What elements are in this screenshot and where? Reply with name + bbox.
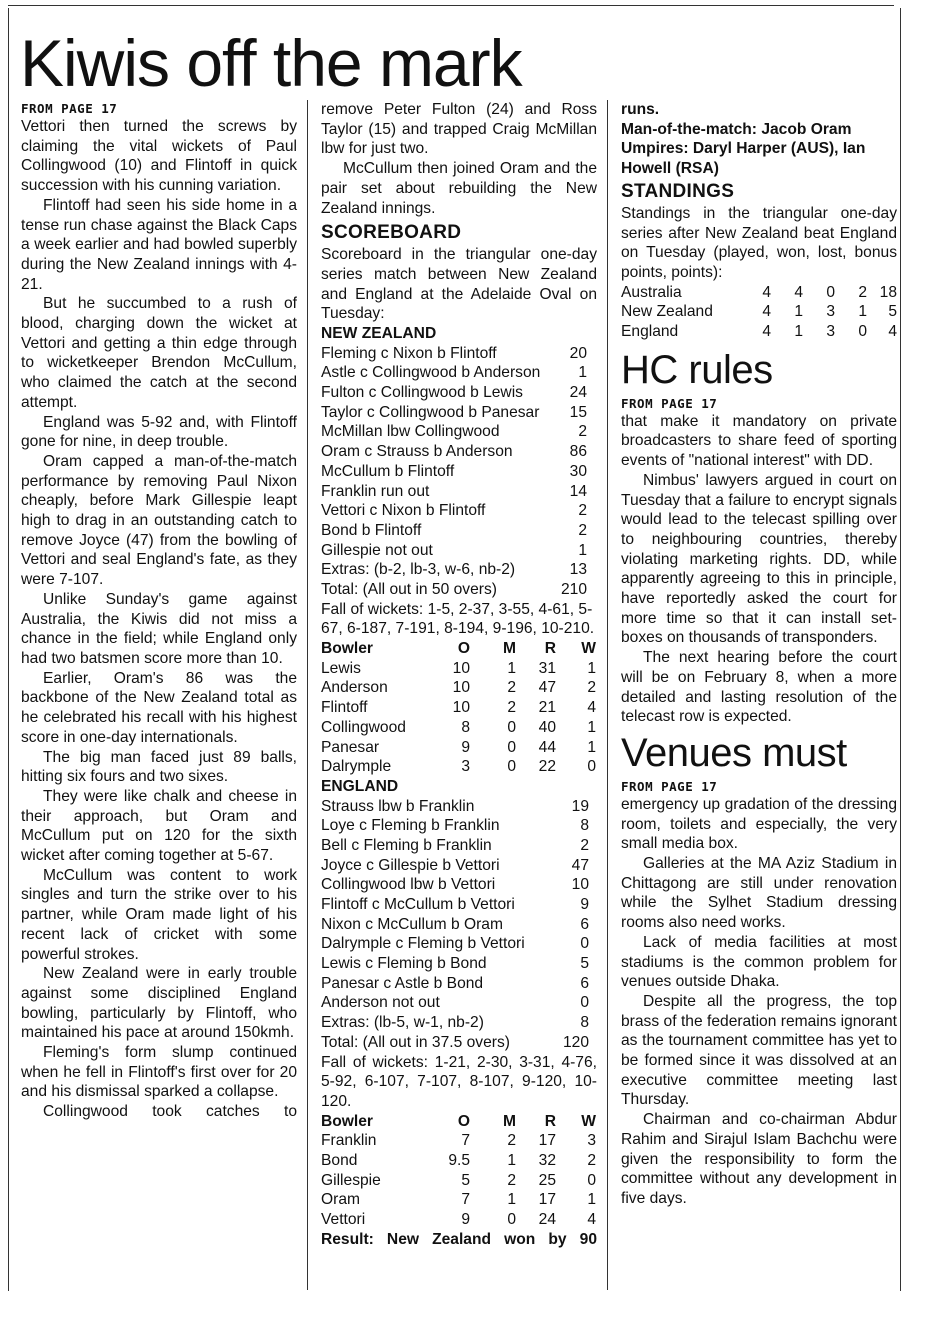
column-rule — [307, 100, 308, 1290]
bowling-row — [321, 1151, 597, 1171]
standings-table — [621, 283, 897, 342]
bowling-header — [321, 1112, 597, 1132]
batsman: Gillespie not out — [321, 541, 433, 559]
headline-venues-must: Venues must — [621, 730, 847, 775]
overs-label: O — [457, 1112, 470, 1130]
batting-row — [321, 954, 597, 974]
paragraph: emergency up gradation of the dressing room, toilets and especially, the very small media box. — [621, 795, 897, 853]
standings-intro: Standings in the triangular one-day series after New Zealand beat England on Tuesday (played, won, lost, bonus points, points): — [621, 204, 897, 281]
batsman: Anderson not out — [321, 994, 440, 1012]
batting-row — [321, 856, 597, 876]
paragraph: They were like chalk and cheese in their approach, but Oram and McCullum put on 120 for the sixth wicket after coming together at 5-67. — [21, 787, 297, 865]
batting-row — [321, 383, 597, 403]
result-line: Result: New Zealand won by 90 — [321, 1230, 597, 1248]
batting-row — [321, 934, 597, 954]
batting-row — [321, 422, 597, 442]
maidens-label: M — [503, 1112, 516, 1130]
bowling-row — [321, 659, 597, 679]
bowling-r: 32 — [538, 1152, 556, 1170]
batting-row — [321, 580, 597, 600]
batsman: Panesar c Astle b Bond — [321, 974, 484, 992]
runs: 1 — [578, 541, 587, 559]
bowler: Franklin — [321, 1132, 377, 1150]
wickets-label: W — [581, 1112, 596, 1130]
bowler: Vettori — [321, 1211, 366, 1229]
bowling-m: 0 — [507, 1211, 516, 1229]
batsman: Strauss lbw b Franklin — [321, 797, 475, 815]
batsman: Dalrymple c Fleming b Vettori — [321, 935, 525, 953]
runs: 1 — [578, 364, 587, 382]
bowling-row — [321, 678, 597, 698]
batting-row — [321, 1013, 597, 1033]
bowling-row — [321, 738, 597, 758]
bowling-o: 10 — [452, 699, 470, 717]
runs-label: R — [544, 1112, 556, 1130]
bowling-w: 0 — [587, 758, 596, 776]
batting-row — [321, 895, 597, 915]
paragraph: Galleries at the MA Aziz Stadium in Chittagong are still under renovation while the Sylhet Stadium dressing rooms also need works. — [621, 855, 897, 932]
man-of-the-match: Man-of-the-match: Jacob Oram — [621, 120, 852, 138]
runs: 5 — [580, 955, 589, 973]
headline-kiwis: Kiwis off the mark — [20, 26, 522, 100]
bowling-r: 24 — [538, 1211, 556, 1229]
maidens-label: M — [503, 640, 516, 658]
scoreboard-intro: Scoreboard in the triangular one-day series match between New Zealand and England at the Adelaide Oval on Tuesday: — [321, 246, 597, 323]
bowling-row — [321, 1210, 597, 1230]
bowling-o: 10 — [452, 659, 470, 677]
paragraph: Despite all the progress, the top brass of the federation remains ignorant as the tournament committee has yet to be formed since it was dissolved at an executive committee meeting last Thursday. — [621, 992, 897, 1109]
eng-bowling-card — [321, 659, 597, 777]
bowling-r: 25 — [538, 1171, 556, 1189]
runs: 14 — [569, 482, 587, 500]
bowling-m: 1 — [507, 1152, 516, 1170]
from-page-label: FROM PAGE 17 — [621, 778, 718, 794]
batsman: Fleming c Nixon b Flintoff — [321, 344, 497, 362]
batsman: Loye c Fleming b Franklin — [321, 817, 500, 835]
runs: 13 — [569, 561, 587, 579]
nz-heading: NEW ZEALAND — [321, 325, 437, 343]
batting-row — [321, 797, 597, 817]
runs: 0 — [580, 935, 589, 953]
eng-heading: ENGLAND — [321, 777, 399, 795]
bowling-m: 2 — [507, 1171, 516, 1189]
batting-row — [321, 541, 597, 561]
standings-w: 1 — [794, 303, 803, 321]
bowling-r: 31 — [538, 659, 556, 677]
paragraph: Vettori then turned the screws by claiming the vital wickets of Paul Collingwood (10) and Flintoff in quick succession with his cunning variation. — [21, 118, 297, 195]
paragraph: Fleming's form slump continued when he fell in Flintoff's first over for 20 and his dismissal sparked a collapse. — [21, 1044, 297, 1101]
overs-label: O — [457, 640, 470, 658]
batsman: Taylor c Collingwood b Panesar — [321, 403, 540, 421]
scoreboard-column — [321, 100, 597, 1249]
batting-row — [321, 482, 597, 502]
runs: 8 — [580, 1014, 589, 1032]
bowling-w: 1 — [587, 659, 596, 677]
bowling-w: 2 — [587, 679, 596, 697]
batsman: McCullum b Flintoff — [321, 462, 455, 480]
bowling-r: 22 — [538, 758, 556, 776]
bowling-w: 1 — [587, 718, 596, 736]
result-line-end: runs. — [621, 101, 660, 118]
paragraph: Chairman and co-chairman Abdur Rahim and Sirajul Islam Bachchu were given the responsibility to form the committee without any development in five days. — [621, 1111, 897, 1207]
batting-row — [321, 974, 597, 994]
runs-label: R — [544, 640, 556, 658]
paragraph: Unlike Sunday's game against Australia, the Kiwis did not miss a chance in the field; while England only had two batsmen score more than 10. — [21, 590, 297, 667]
standings-l: 3 — [826, 323, 835, 340]
bowling-w: 3 — [587, 1132, 596, 1150]
paragraph: Lack of media facilities at most stadiums is the common problem for venues outside Dhaka. — [621, 933, 897, 991]
batting-row — [321, 462, 597, 482]
runs: 120 — [562, 1033, 589, 1051]
batsman: Lewis c Fleming b Bond — [321, 955, 487, 973]
bowling-row — [321, 1190, 597, 1210]
bowling-row — [321, 1171, 597, 1191]
batting-row — [321, 501, 597, 521]
bowling-r: 40 — [538, 718, 556, 736]
batting-row — [321, 442, 597, 462]
bowling-w: 1 — [587, 1191, 596, 1209]
column-rule — [900, 8, 901, 1291]
scoreboard-heading: SCOREBOARD — [321, 222, 462, 244]
paragraph: remove Peter Fulton (24) and Ross Taylor (15) and trapped Craig McMillan lbw for just two. — [321, 101, 597, 158]
batting-row — [321, 836, 597, 856]
batsman: Oram c Strauss b Anderson — [321, 443, 513, 461]
bowling-row — [321, 718, 597, 738]
bowling-row — [321, 1131, 597, 1151]
bowling-w: 2 — [587, 1152, 596, 1170]
batsman: Extras: (lb-5, w-1, nb-2) — [321, 1014, 484, 1032]
batsman: Vettori c Nixon b Flintoff — [321, 502, 486, 520]
standings-row — [621, 322, 897, 342]
standings-row — [621, 283, 897, 303]
team-name: England — [621, 323, 679, 340]
bowler-label: Bowler — [321, 1112, 373, 1130]
standings-l: 3 — [826, 303, 835, 321]
bowling-r: 44 — [538, 738, 556, 756]
batting-row — [321, 915, 597, 935]
runs: 8 — [580, 817, 589, 835]
batsman: Extras: (b-2, lb-3, w-6, nb-2) — [321, 561, 516, 579]
runs: 24 — [569, 384, 587, 402]
bowler: Flintoff — [321, 699, 368, 717]
standings-p: 4 — [762, 303, 771, 321]
runs: 10 — [571, 876, 589, 894]
paragraph: The next hearing before the court will be on February 8, when a more detailed and lasting resolution of the telecast row is expected. — [621, 649, 897, 726]
standings-b: 1 — [858, 303, 867, 321]
batting-row — [321, 363, 597, 383]
runs: 86 — [569, 443, 587, 461]
bowler: Oram — [321, 1191, 360, 1209]
batsman: Franklin run out — [321, 482, 430, 500]
runs: 6 — [580, 974, 589, 992]
bowler: Collingwood — [321, 718, 406, 736]
bowling-header — [321, 639, 597, 659]
batsman: Bell c Fleming b Franklin — [321, 836, 492, 854]
batsman: Astle c Collingwood b Anderson — [321, 364, 541, 382]
batsman: McMillan lbw Collingwood — [321, 423, 500, 441]
paragraph: Nimbus' lawyers argued in court on Tuesday that a failure to encrypt signals would lead to the telecast spilling over to neighbouring countries, thereby violating marketing rights. DD, while apparently agreeing to this in principle, have reportedly asked the court for more time so that it can install set-boxes on thousands of transponders. — [621, 471, 897, 647]
bowling-row — [321, 757, 597, 777]
standings-b: 2 — [858, 283, 867, 301]
paragraph: McCullum was content to work singles and turn the strike over to his partner, while Oram made light of his recent lack of cricket with some powerful strokes. — [21, 866, 297, 963]
from-page-label: FROM PAGE 17 — [621, 395, 718, 411]
runs: 15 — [569, 403, 587, 421]
bowling-o: 9.5 — [448, 1152, 470, 1170]
eng-fall-of-wickets: Fall of wickets: 1-21, 2-30, 3-31, 4-76, 5-92, 6-107, 7-107, 8-107, 9-120, 10-120. — [321, 1053, 597, 1110]
bowling-o: 8 — [461, 718, 470, 736]
standings-pts: 5 — [888, 303, 897, 321]
from-page-label: FROM PAGE 17 — [21, 101, 118, 116]
bowling-m: 1 — [507, 659, 516, 677]
standings-p: 4 — [762, 283, 771, 301]
paragraph: Earlier, Oram's 86 was the backbone of the New Zealand total as he celebrated his recall with his highest score in one-day internationals. — [21, 669, 297, 746]
standings-w: 1 — [794, 323, 803, 340]
top-rule — [8, 5, 894, 6]
runs: 0 — [580, 994, 589, 1012]
bowling-m: 0 — [507, 718, 516, 736]
paragraph: New Zealand were in early trouble against some disciplined England bowling, particularly by Flintoff, who maintained his pace at around 150kmh. — [21, 965, 297, 1042]
bowling-r: 17 — [538, 1132, 556, 1150]
bowling-row — [321, 698, 597, 718]
standings-pts: 18 — [879, 283, 897, 301]
bowler: Bond — [321, 1152, 358, 1170]
bowler: Panesar — [321, 738, 380, 756]
nz-batting-card — [321, 344, 597, 600]
team-name: Australia — [621, 283, 682, 301]
bowling-w: 0 — [587, 1171, 596, 1189]
bowling-w: 4 — [587, 1211, 596, 1229]
standings-heading: STANDINGS — [621, 180, 735, 202]
batting-row — [321, 560, 597, 580]
runs: 6 — [580, 915, 589, 933]
batsman: Joyce c Gillespie b Vettori — [321, 856, 500, 874]
standings-p: 4 — [762, 323, 771, 340]
bowling-w: 1 — [587, 738, 596, 756]
bowling-o: 9 — [461, 1211, 470, 1229]
batting-row — [321, 344, 597, 364]
batsman: Total: (All out in 37.5 overs) — [321, 1033, 510, 1051]
bowling-o: 3 — [461, 758, 470, 776]
nz-fall-of-wickets: Fall of wickets: 1-5, 2-37, 3-55, 4-61, 5-67, 6-187, 7-191, 8-194, 9-196, 10-210. — [321, 600, 595, 638]
batting-row — [321, 521, 597, 541]
headline-hc-rules: HC rules — [621, 347, 773, 392]
runs: 19 — [571, 797, 589, 815]
runs: 2 — [580, 836, 589, 854]
paragraph: But he succumbed to a rush of blood, charging down the wicket at Vettori and getting a thin edge through to wicketkeeper Brendon McCullum, who claimed the catch at the second attempt. — [21, 295, 297, 411]
bowler: Anderson — [321, 679, 388, 697]
batting-row — [321, 993, 597, 1013]
eng-batting-card — [321, 797, 597, 1053]
batsman: Fulton c Collingwood b Lewis — [321, 384, 523, 402]
standings-l: 0 — [826, 283, 835, 301]
runs: 2 — [578, 423, 587, 441]
runs: 47 — [571, 856, 589, 874]
runs: 2 — [578, 502, 587, 520]
batting-row — [321, 403, 597, 423]
runs: 30 — [569, 462, 587, 480]
paragraph: Oram capped a man-of-the-match performance by removing Paul Nixon cheaply, before Mark Gillespie leapt high to drag in an outstanding catch to remove Joyce (47) from the bowling of Vettori and seal England's fate, as they were 7-107. — [21, 452, 297, 589]
batting-row — [321, 816, 597, 836]
standings-w: 4 — [794, 283, 803, 301]
paragraph: Collingwood took catches to — [43, 1103, 297, 1121]
umpires: Umpires: Daryl Harper (AUS), Ian Howell (RSA) — [621, 140, 866, 178]
batting-row — [321, 875, 597, 895]
batting-row — [321, 1033, 597, 1053]
paragraph: that make it mandatory on private broadcasters to share feed of sporting events of "national interest" with DD. — [621, 412, 897, 470]
bowling-m: 2 — [507, 699, 516, 717]
bowling-o: 9 — [461, 738, 470, 756]
main-story-column — [21, 100, 297, 1122]
team-name: New Zealand — [621, 303, 713, 321]
paragraph: The big man faced just 89 balls, hitting six fours and two sixes. — [21, 748, 297, 786]
bowling-m: 2 — [507, 1132, 516, 1150]
bowler: Lewis — [321, 659, 361, 677]
bowling-m: 0 — [507, 758, 516, 776]
bowling-o: 7 — [461, 1191, 470, 1209]
bowling-o: 7 — [461, 1132, 470, 1150]
batsman: Nixon c McCullum b Oram — [321, 915, 503, 933]
paragraph: England was 5-92 and, with Flintoff gone for nine, in deep trouble. — [21, 413, 297, 451]
bowling-r: 17 — [538, 1191, 556, 1209]
bowling-r: 21 — [538, 699, 556, 717]
nz-bowling-card — [321, 1131, 597, 1229]
runs: 210 — [560, 580, 587, 598]
runs: 9 — [580, 896, 589, 914]
bowler: Gillespie — [321, 1171, 381, 1189]
bowling-o: 10 — [452, 679, 470, 697]
standings-row — [621, 302, 897, 322]
standings-b: 0 — [858, 323, 867, 340]
bowling-o: 5 — [461, 1171, 470, 1189]
bowler-label: Bowler — [321, 640, 373, 658]
bowling-m: 0 — [507, 738, 516, 756]
bowling-m: 1 — [507, 1191, 516, 1209]
batsman: Collingwood lbw b Vettori — [321, 876, 496, 894]
runs: 2 — [578, 521, 587, 539]
bowling-w: 4 — [587, 699, 596, 717]
paragraph: McCullum then joined Oram and the pair set about rebuilding the New Zealand innings. — [321, 160, 597, 217]
paragraph: Flintoff had seen his side home in a tense run chase against the Black Caps a week earlier and had bowled superbly during the New Zealand innings with 4-21. — [21, 196, 297, 293]
batsman: Total: (All out in 50 overs) — [321, 580, 497, 598]
bowler: Dalrymple — [321, 758, 392, 776]
column-rule — [8, 8, 9, 1291]
standings-pts: 4 — [888, 323, 897, 340]
bowling-r: 47 — [538, 679, 556, 697]
wickets-label: W — [581, 640, 596, 658]
batsman: Flintoff c McCullum b Vettori — [321, 896, 515, 914]
column-rule — [607, 100, 608, 1290]
right-column — [621, 100, 897, 1209]
runs: 20 — [569, 344, 587, 362]
batsman: Bond b Flintoff — [321, 521, 422, 539]
bowling-m: 2 — [507, 679, 516, 697]
